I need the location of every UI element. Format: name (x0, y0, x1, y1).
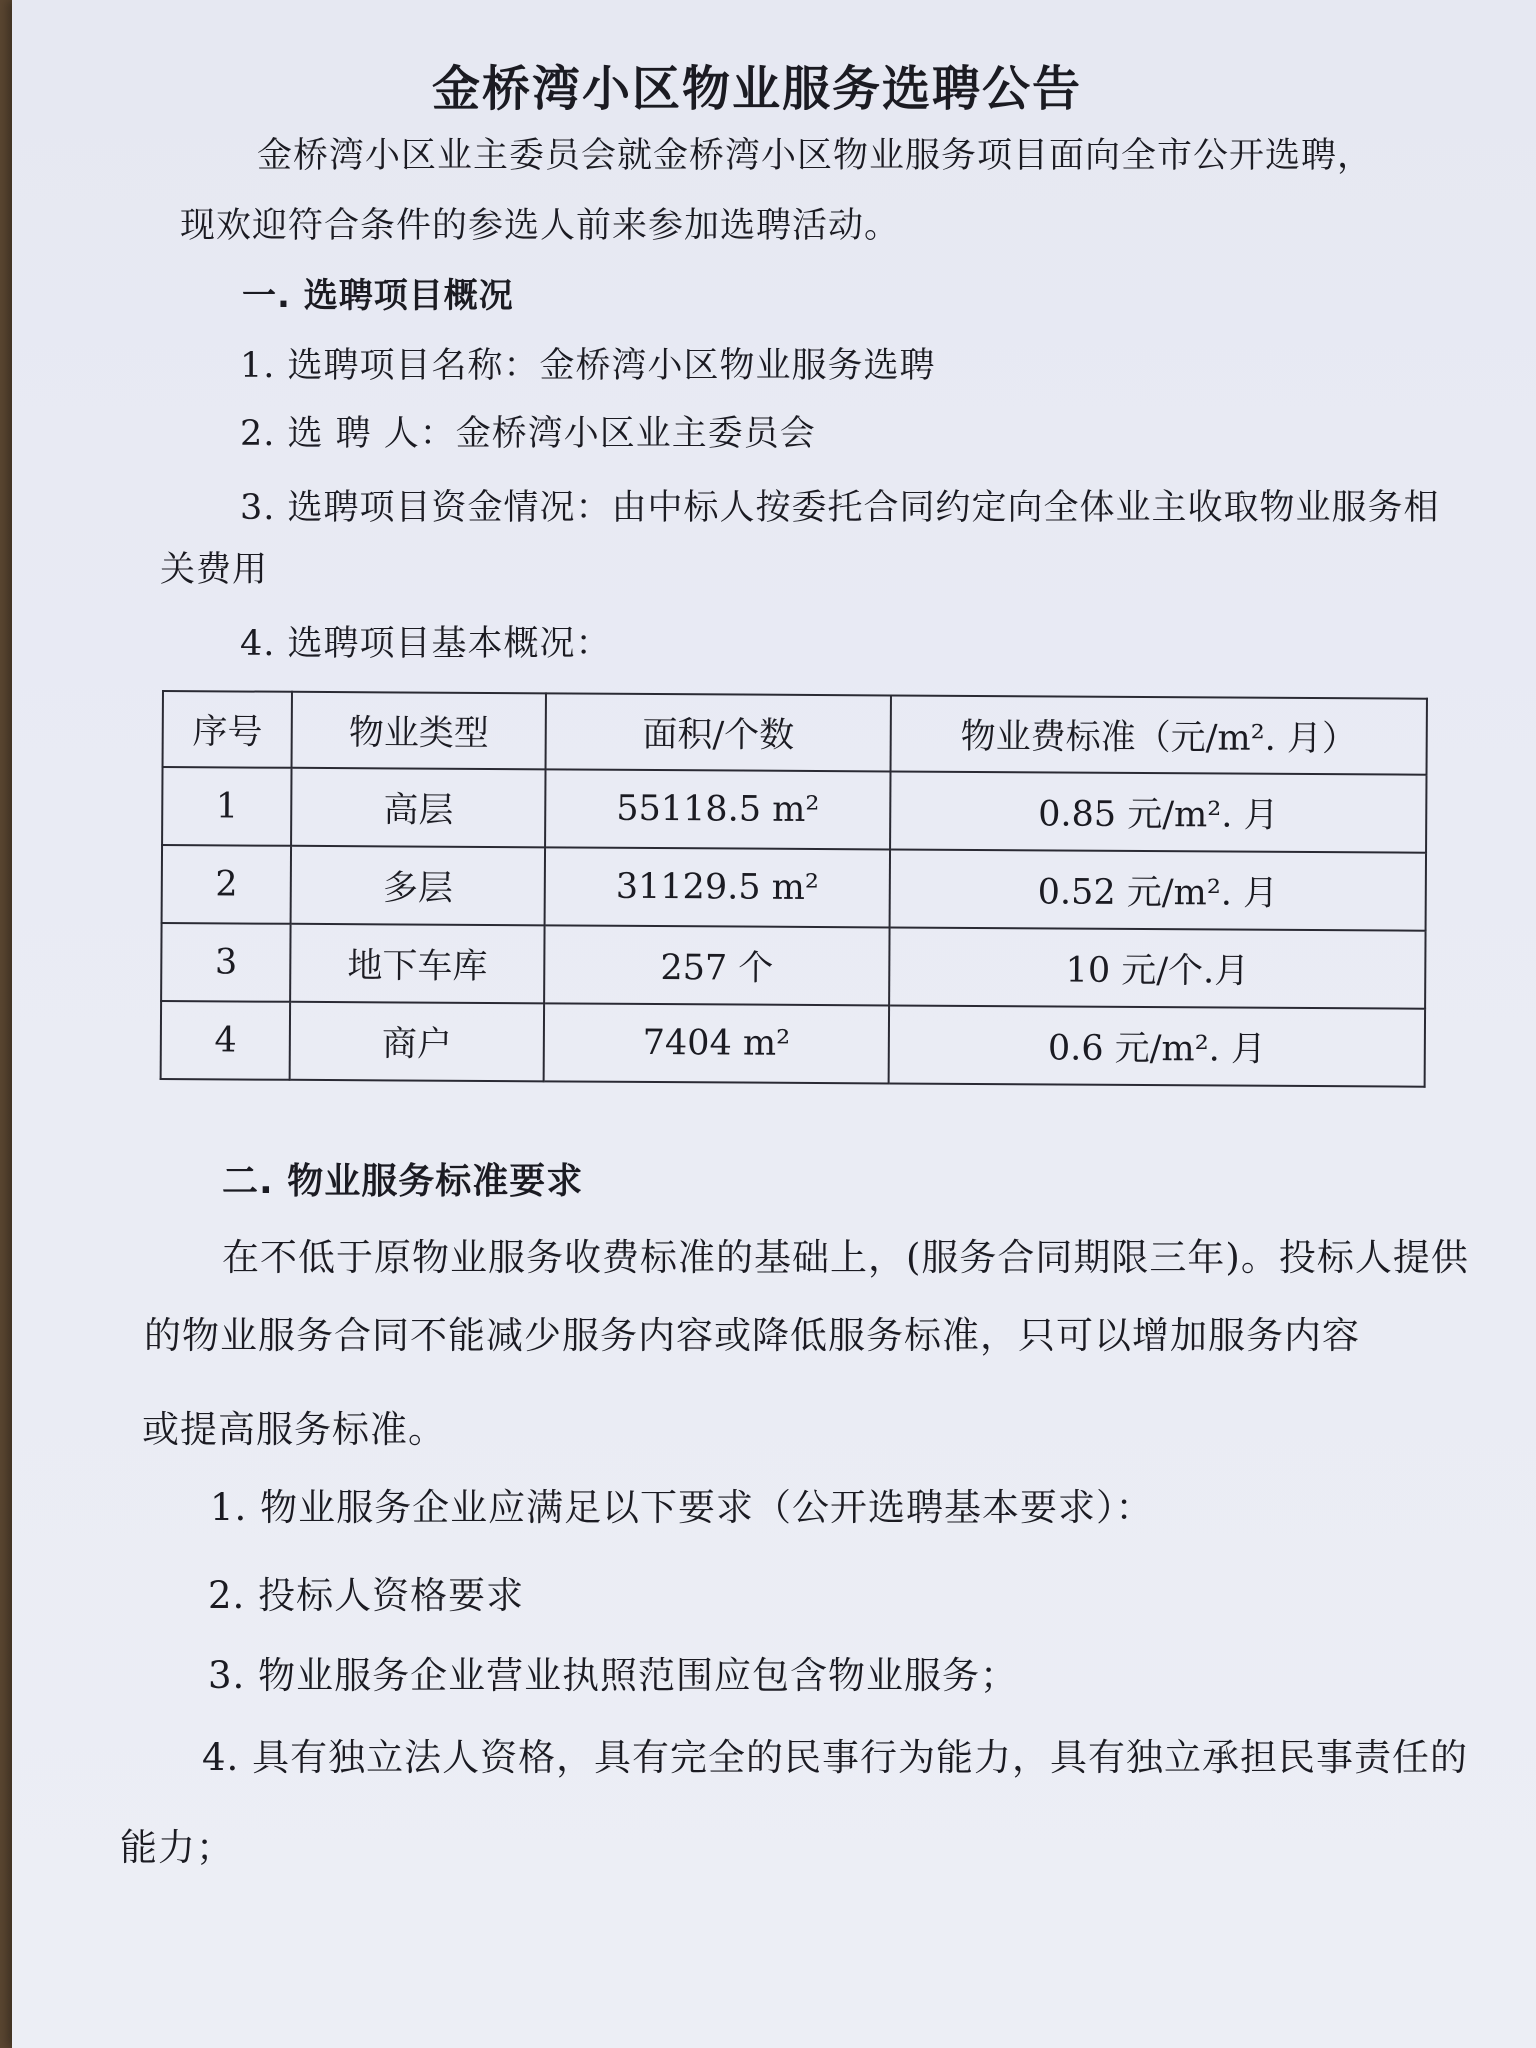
table-row (162, 767, 1426, 853)
fee-table (160, 690, 1428, 1088)
notice-document (12, 0, 1536, 2048)
header-index: 序号 (163, 691, 293, 768)
section-1-item-3-line-2: 关费用 (160, 550, 269, 590)
header-property-type: 物业类型 (292, 692, 546, 770)
table-header-row (163, 691, 1427, 775)
section-2-heading: 二. 物业服务标准要求 (222, 1161, 584, 1202)
table-row (161, 1001, 1425, 1087)
cell-area-count: 55118.5 m² (545, 769, 891, 849)
intro-line-1: 金桥湾小区业主委员会就金桥湾小区物业服务项目面向全市公开选聘， (257, 136, 1374, 176)
cell-property-type: 高层 (291, 768, 545, 848)
cell-area-count: 7404 m² (544, 1003, 890, 1083)
section-1-item-4: 4. 选聘项目基本概况： (240, 624, 612, 664)
section-2-item-4-line-2: 能力； (120, 1826, 234, 1869)
section-2-item-1: 1. 物业服务企业应满足以下要求（公开选聘基本要求）： (210, 1486, 1154, 1529)
intro-line-2: 现欢迎符合条件的参选人前来参加选聘活动。 (180, 206, 901, 246)
section-1-item-2: 2. 选 聘 人：金桥湾小区业主委员会 (240, 414, 816, 454)
section-2-paragraph-line-1: 在不低于原物业服务收费标准的基础上，(服务合同期限三年)。投标人提供 (222, 1236, 1469, 1279)
cell-index: 3 (161, 923, 291, 1002)
section-1-item-3-line-1: 3. 选聘项目资金情况：由中标人按委托合同约定向全体业主收取物业服务相 (240, 488, 1440, 528)
section-2-item-4-line-1: 4. 具有独立法人资格，具有完全的民事行为能力，具有独立承担民事责任的 (202, 1736, 1469, 1779)
cell-property-type: 多层 (291, 846, 545, 926)
cell-fee-standard: 0.52 元/m². 月 (890, 849, 1426, 930)
section-2-item-2: 2. 投标人资格要求 (208, 1574, 525, 1617)
section-1-item-1: 1. 选聘项目名称：金桥湾小区物业服务选聘 (240, 346, 936, 386)
cell-index: 4 (161, 1001, 291, 1080)
table-row (162, 845, 1426, 931)
cell-property-type: 商户 (290, 1002, 544, 1082)
section-1-heading: 一. 选聘项目概况 (242, 276, 514, 316)
document-title: 金桥湾小区物业服务选聘公告 (432, 61, 1083, 117)
cell-fee-standard: 0.6 元/m². 月 (889, 1005, 1425, 1086)
cell-property-type: 地下车库 (290, 924, 544, 1004)
section-2-item-3: 3. 物业服务企业营业执照范围应包含物业服务； (208, 1654, 1019, 1697)
cell-index: 1 (162, 767, 292, 846)
cell-fee-standard: 10 元/个.月 (889, 927, 1425, 1008)
section-2-paragraph-line-2: 的物业服务合同不能减少服务内容或降低服务标准，只可以增加服务内容 (144, 1314, 1360, 1357)
table-row (161, 923, 1425, 1009)
cell-area-count: 257 个 (544, 925, 890, 1005)
header-fee-standard: 物业费标准（元/m². 月） (891, 695, 1427, 774)
cell-area-count: 31129.5 m² (544, 847, 890, 927)
header-area-count: 面积/个数 (545, 693, 891, 771)
section-2-paragraph-line-3: 或提高服务标准。 (142, 1408, 446, 1451)
cell-fee-standard: 0.85 元/m². 月 (890, 771, 1426, 852)
cell-index: 2 (162, 845, 292, 924)
